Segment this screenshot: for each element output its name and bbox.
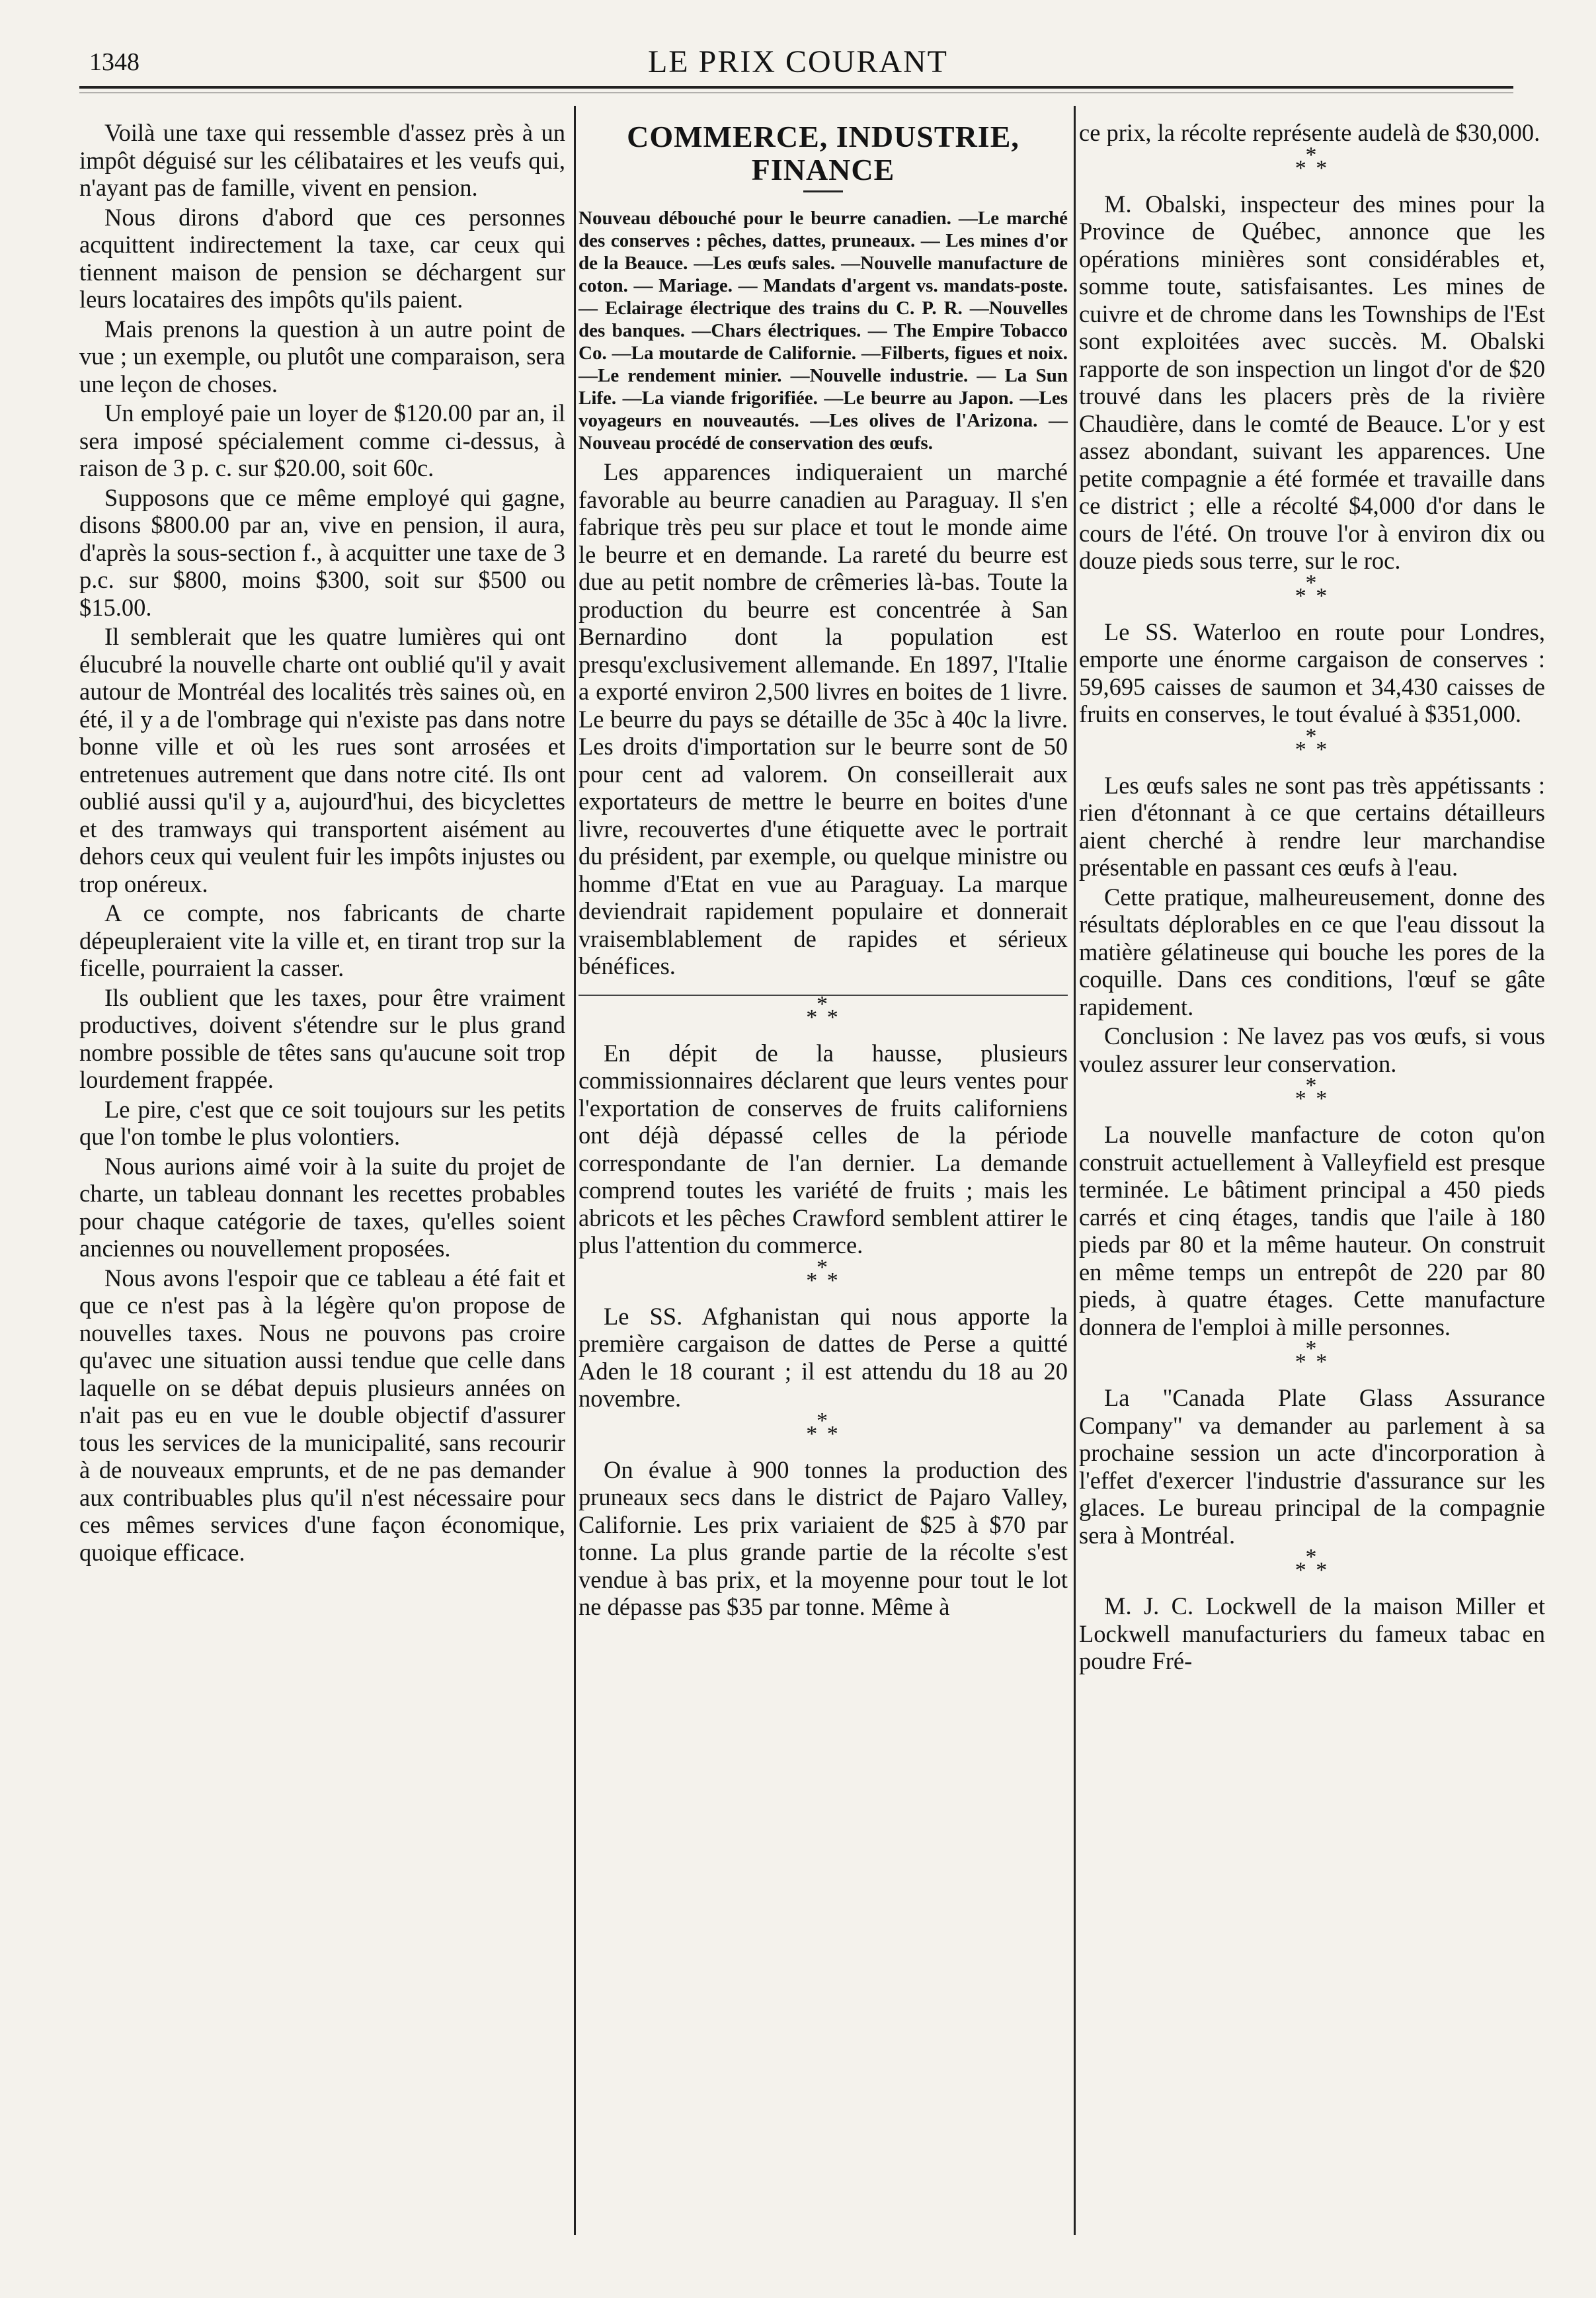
asterism-left: * <box>1295 1558 1308 1582</box>
column-divider-2 <box>1074 106 1076 2235</box>
article-paragraph: Mais prenons la question à un autre point de vue ; un exemple, ou plutôt une comparaison, sera une leçon de choses. <box>79 315 565 397</box>
asterism-separator <box>1079 723 1545 766</box>
asterism-separator <box>1079 1073 1545 1116</box>
article-paragraph: La nouvelle manfacture de coton qu'on construit actuellement à Valleyfield est presque terminée. Le bâtiment principal a 450 pieds carrés et cinq étages, tandis que l'aile à 180 pieds par 80 et la même hauteur. On construit en même temps un entrepôt de 220 par 80 pieds, à quatre étages. Cette manufacture donnera de l'emploi à mille personnes. <box>1079 1121 1545 1340</box>
running-title: LE PRIX COURANT <box>647 44 948 79</box>
asterism-top: * <box>1305 1073 1319 1098</box>
asterism-right: * <box>1316 583 1330 608</box>
asterism-separator <box>579 991 1068 1034</box>
article-paragraph: Nous aurions aimé voir à la suite du projet de charte, un tableau donnant les recettes probables pour chaque catégorie de taxes, qu'elles soient anciennes ou nouvellement proposées. <box>79 1152 565 1262</box>
asterism-right: * <box>1316 155 1330 181</box>
asterism-separator <box>1079 142 1545 185</box>
asterism-right: * <box>1316 1558 1330 1582</box>
title-rule <box>803 190 843 192</box>
asterism-top: * <box>1305 142 1319 167</box>
asterism-top: * <box>1305 570 1319 595</box>
asterism-top: * <box>1305 723 1319 749</box>
asterism-right: * <box>1316 737 1330 762</box>
article-paragraph: Le pire, c'est que ce soit toujours sur les petits que l'on tombe le plus volontiers. <box>79 1095 565 1150</box>
asterism-top: * <box>817 1254 830 1280</box>
article-paragraph: Le SS. Waterloo en route pour Londres, emporte une énorme cargaison de conserves : 59,695 caisses de saumon et 34,430 caisses de fruits en conserves, le tout évalué à $351,000. <box>1079 618 1545 727</box>
asterism-right: * <box>1316 1087 1330 1111</box>
article-paragraph: Il semblerait que les quatre lumières qui ont élucubré la nouvelle charte ont oublié qu'il y avait autour de Montréal des localités très saines où, en été, il y a de l'ombrage qui n'existe pas dans notre bonne ville et où les rues sont arrosées et entretenues autrement que dans notre cité. Ils ont oublié aussi qu'il y a, aujourd'hui, des bicyclettes et des tramways qui transportent aisément au dehors ceux qui veulent fuir les impôts injustes ou trop onéreux. <box>79 623 565 897</box>
article-paragraph: On évalue à 900 tonnes la production des pruneaux secs dans le district de Pajaro Valley, Californie. Les prix variaient de $25 à $70 par tonne. La plus grande partie de la récolte s'est vendue à bas prix, et la moyenne pour tout le lot ne dépasse pas $35 par tonne. Même à <box>579 1456 1068 1620</box>
article-paragraph: La "Canada Plate Glass Assurance Company" va demander au parlement à sa prochaine session un acte d'incorporation à l'effet d'exercer l'industrie d'assurance sur les glaces. Le bureau principal de la compagnie sera à Montréal. <box>1079 1384 1545 1549</box>
column-center <box>579 119 1068 1623</box>
article-paragraph: Nous avons l'espoir que ce tableau a été fait et que ce n'est pas à la légère qu'on propose de nouvelles taxes. Nous ne pouvons pas croire qu'avec une situation aussi tendue que celle dans laquelle on se débat depuis plusieurs années on n'ait pas eu en vue le double objectif d'assurer tous les services de la municipalité, sans recourir à de nouveaux emprunts, et de ne pas demander aux contribuables plus qu'il n'est nécessaire pour ces mêmes services d'une façon économique, quoique efficace. <box>79 1264 565 1566</box>
article-paragraph: Nous dirons d'abord que ces personnes acquittent indirectement la taxe, car ceux qui tiennent maison de pension se déchargent sur leurs locataires des impôts qu'ils paient. <box>79 203 565 313</box>
asterism-right: * <box>1316 1350 1330 1374</box>
column-center-articles <box>579 458 1068 1621</box>
asterism-separator <box>1079 570 1545 613</box>
asterism-separator <box>1079 1545 1545 1587</box>
article-paragraph: M. Obalski, inspecteur des mines pour la Province de Québec, annonce que les opérations minières sont considérables et, somme toute, satisfaisantes. Les mines de cuivre et de chrome dans les Townships de l'Est sont exploitées avec succès. M. Obalski rapporte de son inspection un lingot d'or de $20 trouvé dans les placers près de la rivière Chaudière, dans le comté de Beauce. L'or y est assez abondant, suivant les apparences. Une petite compagnie a été formée et travaille dans ce district ; elle a récolté $4,000 d'or dans le cours de l'été. On trouve l'or à environ dix ou douze pieds sous terre, sur le roc. <box>1079 190 1545 574</box>
article-paragraph: Ils oublient que les taxes, pour être vraiment productives, doivent s'étendre sur le plus grand nombre possible de têtes sans qu'aucune soit trop lourdement frappée. <box>79 983 565 1093</box>
asterism-left: * <box>1295 155 1308 181</box>
article-paragraph: En dépit de la hausse, plusieurs commissionnaires déclarent que leurs ventes pour l'exportation de conserves de fruits californiens ont déjà dépassé celles de la période correspondante de l'an dernier. La demande comprend toutes les variété de fruits ; mais les abricots et les pêches Crawford semblent attirer le plus l'attention du commerce. <box>579 1039 1068 1258</box>
asterism-right: * <box>826 1421 840 1446</box>
article-paragraph: Le SS. Afghanistan qui nous apporte la première cargaison de dattes de Perse a quitté Aden le 18 courant ; il est attendu du 18 au 20 novembre. <box>579 1302 1068 1412</box>
asterism-left: * <box>1295 1087 1308 1111</box>
article-paragraph: M. J. C. Lockwell de la maison Miller et Lockwell manufacturiers du fameux tabac en poudre Fré- <box>1079 1592 1545 1674</box>
header-rule <box>79 86 1513 89</box>
article-paragraph: Cette pratique, malheureusement, donne des résultats déplorables en ce que l'eau dissout la matière gélatineuse qui bouche les pores de la coquille. Dans ces conditions, l'œuf se gâte rapidement. <box>1079 883 1545 1020</box>
asterism-right: * <box>826 1005 840 1030</box>
asterism-right: * <box>826 1268 840 1293</box>
page-header <box>0 0 1596 99</box>
asterism-separator <box>579 1254 1068 1297</box>
article-paragraph: Les œufs sales ne sont pas très appétissants : rien d'étonnant à ce que certains détailleurs aient cherché à rendre leur marchandise présentable en passant ces œufs à l'eau. <box>1079 771 1545 881</box>
asterism-top: * <box>817 991 830 1016</box>
section-summary: Nouveau débouché pour le beurre canadien. —Le marché des conserves : pêches, dattes, pruneaux. — Les mines d'or de la Beauce. —Les œufs sales. —Nouvelle manufacture de coton. — Mariage. — Mandats d'argent vs. mandats-poste. — Eclairage électrique des trains du C. P. R. —Nouvelles des banques. —Chars électriques. — The Empire Tobacco Co. —La moutarde de Californie. —Filberts, figues et noix. —Le rendement minier. —Nouvelle industrie. — La Sun Life. —La viande frigorifiée. —Le beurre au Japon. —Les voyageurs en nouveautés. —Les olives de l'Arizona. —Nouveau procédé de conservation des œufs. <box>579 208 1068 454</box>
column-right <box>1079 119 1545 1677</box>
article-paragraph: Les apparences indiqueraient un marché favorable au beurre canadien au Paraguay. Il s'en fabrique très peu sur place et tout le monde aime le beurre et en demande. La rareté du beurre est due au petit nombre de crêmeries là-bas. Toute la production du beurre est concentrée à San Bernardino dont la population est presqu'exclusivement allemande. En 1897, l'Italie a exporté environ 2,500 livres en boites de 1 livre. Le beurre du pays se détaille de 35c à 40c la livre. Les droits d'importation sur le beurre sont de 50 pour cent ad valorem. On conseillerait aux exportateurs de mettre le beurre en boites d'une livre, recouvertes d'une étiquette avec le portrait du président, par exemple, ou quelque ministre ou homme d'Etat en vue au Paraguay. La marque deviendrait rapidement populaire et donnerait vraisemblablement de rapides et sérieux bénéfices. <box>579 458 1068 979</box>
asterism-left: * <box>1295 1350 1308 1374</box>
article-paragraph: ce prix, la récolte représente audelà de $30,000. <box>1079 119 1540 146</box>
asterism-top: * <box>1305 1545 1319 1569</box>
article-paragraph: A ce compte, nos fabricants de charte dépeupleraient vite la ville et, en tirant trop sur la ficelle, pourraient la casser. <box>79 899 565 981</box>
asterism-left: * <box>806 1005 820 1030</box>
asterism-top: * <box>1305 1336 1319 1361</box>
article-paragraph: Un employé paie un loyer de $120.00 par an, il sera imposé spécialement comme ci-dessus, à raison de 3 p. c. sur $20.00, soit 60c. <box>79 399 565 481</box>
column-left <box>79 119 565 1568</box>
article-paragraph: Voilà une taxe qui ressemble d'assez près à un impôt déguisé sur les célibataires et les veufs qui, n'ayant pas de famille, vivent en pension. <box>79 119 565 201</box>
page-number: 1348 <box>89 48 140 76</box>
asterism-top: * <box>817 1408 830 1433</box>
column-divider-1 <box>574 106 576 2235</box>
asterism-separator <box>579 1408 1068 1451</box>
asterism-left: * <box>1295 583 1308 608</box>
asterism-separator <box>1079 1336 1545 1379</box>
asterism-left: * <box>806 1421 820 1446</box>
article-paragraph: Supposons que ce même employé qui gagne, disons $800.00 par an, vive en pension, il aura, d'après la sous-section f., à acquitter une taxe de 3 p.c. sur $800, moins $300, soit sur $500 ou $15.00. <box>79 483 565 621</box>
section-title: COMMERCE, INDUSTRIE, FINANCE <box>627 120 1019 186</box>
asterism-left: * <box>806 1268 820 1293</box>
article-paragraph: Conclusion : Ne lavez pas vos œufs, si vous voulez assurer leur conservation. <box>1079 1022 1545 1077</box>
asterism-left: * <box>1295 737 1308 762</box>
